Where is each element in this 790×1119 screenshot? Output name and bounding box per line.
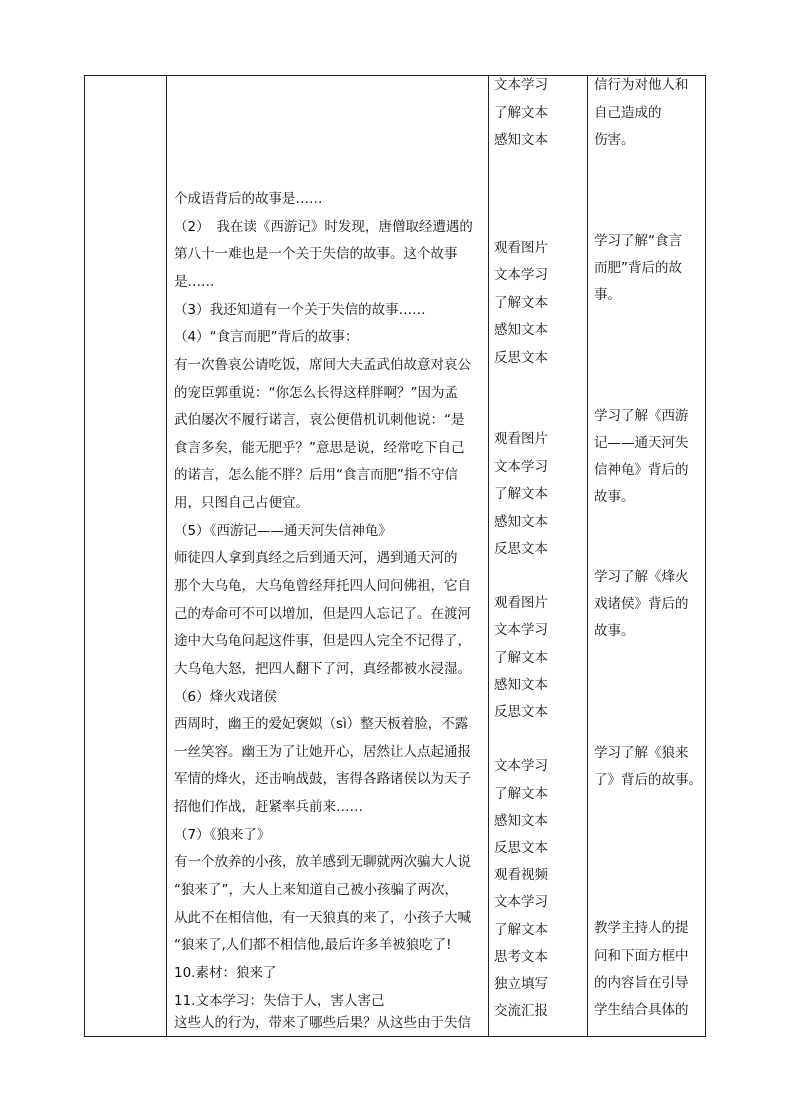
intent-line: 事。 [594,287,621,303]
intent-line: 伤害。 [594,132,635,148]
activity-line: 观看图片 [494,595,548,611]
table-border-col2 [488,75,489,1037]
intent-line: 信行为对他人和 [594,77,689,93]
activity-line: 观看图片 [494,240,548,256]
table-border-col3 [587,75,588,1037]
activity-line: 观看视频 [494,867,548,883]
content-line: 己的寿命可不可以增加，但是四人忘记了。在渡河 [174,606,471,622]
content-line: 大乌龟大怒，把四人翻下了河，真经都被水浸湿。 [174,661,471,677]
intent-line: 问和下面方框中 [594,948,689,964]
content-line: 途中大乌龟问起这件事，但是四人完全不记得了， [174,633,471,649]
content-line: 的诺言，怎么能不胖？后用“食言而肥”指不守信 [174,467,458,483]
content-line: 用，只图自己占便宜。 [174,495,309,511]
intent-line: 记——通天河失 [594,435,689,451]
content-line: 这些人的行为，带来了哪些后果？从这些由于失信 [174,1015,471,1031]
activity-line: 感知文本 [494,322,548,338]
intent-line: 学习了解《烽火 [594,569,689,585]
content-line: 有一次鲁哀公请吃饭，席间大夫孟武伯故意对哀公 [174,357,471,373]
content-line: 西周时，幽王的爱妃褒姒（sì）整天板着脸，不露 [174,716,469,732]
activity-line: 反思文本 [494,350,548,366]
intent-line: 故事。 [594,623,635,639]
activity-line: 感知文本 [494,514,548,530]
content-line: （2） 我在读《西游记》时发现，唐僧取经遭遇的 [174,219,473,235]
activity-line: 文本学习 [494,267,548,283]
content-line: 那个大乌龟，大乌龟曾经拜托四人问问佛祖，它自 [174,578,471,594]
activity-line: 了解文本 [494,786,548,802]
intent-line: 了》背后的故事。 [594,772,702,788]
content-line: 师徒四人拿到真经之后到通天河，遇到通天河的 [174,550,458,566]
content-line: 11.文本学习：失信于人，害人害己 [174,993,385,1009]
table-border-right [705,75,706,1037]
content-line: “狼来了,人们都不相信他,最后许多羊被狼吃了! [174,937,452,953]
content-line: （3）我还知道有一个关于失信的故事…… [174,302,426,318]
intent-line: 学生结合具体的 [594,1002,689,1018]
intent-line: 而肥”背后的故 [594,260,682,276]
activity-line: 了解文本 [494,650,548,666]
intent-line: 自己造成的 [594,105,662,121]
intent-line: 戏诸侯》背后的 [594,596,689,612]
table-border-col1 [166,75,167,1037]
activity-line: 反思文本 [494,704,548,720]
activity-line: 文本学习 [494,77,548,93]
intent-line: 故事。 [594,489,635,505]
activity-line: 文本学习 [494,758,548,774]
activity-line: 反思文本 [494,541,548,557]
activity-line: 文本学习 [494,894,548,910]
content-line: 招他们作战，赶紧率兵前来…… [174,799,363,815]
content-line: 10.素材：狼来了 [174,965,277,981]
content-line: 第八十一难也是一个关于失信的故事。这个故事 [174,246,458,262]
activity-line: 文本学习 [494,622,548,638]
content-line: （5）《西游记——通天河失信神龟》 [174,523,392,539]
activity-line: 观看图片 [494,431,548,447]
content-line: （6）烽火戏诸侯 [174,689,278,705]
activity-line: 交流汇报 [494,1003,548,1019]
activity-line: 感知文本 [494,677,548,693]
activity-line: 感知文本 [494,813,548,829]
activity-line: 独立填写 [494,976,548,992]
activity-line: 了解文本 [494,105,548,121]
table-border-left [84,75,85,1037]
activity-line: 了解文本 [494,295,548,311]
intent-line: 学习了解“食言 [594,233,682,249]
activity-line: 反思文本 [494,840,548,856]
intent-line: 教学主持人的提 [594,920,689,936]
activity-line: 了解文本 [494,486,548,502]
intent-line: 信神龟》背后的 [594,462,689,478]
content-line: （4）“食言而肥”背后的故事： [174,329,359,345]
activity-line: 文本学习 [494,459,548,475]
content-line: （7）《狼来了》 [174,827,271,843]
content-line: 武伯屡次不履行诺言，哀公便借机讥刺他说：“是 [174,412,465,428]
content-line: 是…… [174,274,215,290]
content-line: 有一个放养的小孩，放羊感到无聊就两次骗大人说 [174,854,471,870]
intent-line: 学习了解《西游 [594,408,689,424]
content-line: “狼来了”，大人上来知道自己被小孩骗了两次， [174,882,458,898]
content-line: 一丝笑容。幽王为了让她开心，居然让人点起通报 [174,744,471,760]
content-line: 的宠臣郭重说：“你怎么长得这样胖啊？”因为孟 [174,385,458,401]
intent-line: 的内容旨在引导 [594,975,689,991]
activity-line: 感知文本 [494,132,548,148]
content-line: 军情的烽火，还击响战鼓，害得各路诸侯以为天子 [174,771,471,787]
activity-line: 了解文本 [494,922,548,938]
activity-line: 思考文本 [494,949,548,965]
intent-line: 学习了解《狼来 [594,745,689,761]
content-line: 从此不在相信他，有一天狼真的来了，小孩子大喊 [174,910,471,926]
content-line: 食言多矣，能无肥乎？”意思是说，经常吃下自己 [174,440,465,456]
content-line: 个成语背后的故事是…… [174,191,323,207]
